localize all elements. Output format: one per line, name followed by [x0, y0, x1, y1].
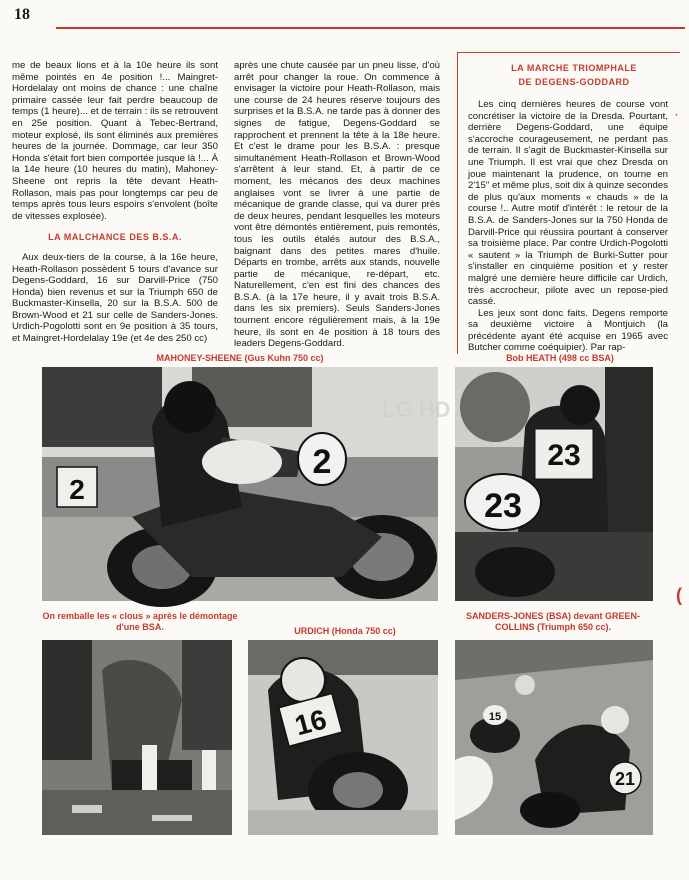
caption-heath: Bob HEATH (498 cc BSA) [506, 353, 614, 363]
col3-paragraph-2: Les jeux sont donc faits. Degens remporte sa deuxième victoire à Montjuich (la précédente ayant été acquise en 1965 avec Butcher comme coéquipier). Par rap- [468, 307, 668, 354]
caption-urdich: URDICH (Honda 750 cc) [294, 626, 396, 636]
photo-urdich [248, 640, 438, 835]
race-number-16: 16 [291, 703, 330, 742]
header-rule [56, 27, 685, 29]
race-number-23-back: 23 [547, 439, 581, 472]
caption-sanders-jones: SANDERS-JONES (BSA) devant GREEN-COLLINS (Triumph 650 cc). [465, 611, 641, 632]
race-number-21: 21 [614, 769, 636, 789]
caption-mahoney: MAHONEY-SHEENE (Gus Kuhn 750 cc) [156, 353, 324, 363]
col1-paragraph-1: me de beaux lions et à la 10e heure ils sont même pointés en 4e position !... Maingret-Hordelalay ont moins de chance : une chaîne primaire cassée leur fait perdre beaucoup de temps (1 heure)... et de terrain : ils se retrouvent en 25e position. Quant à Tebec-Bertrand, moteur explosé, ils sont éliminés aux premières heures de la journée. Dommage, car leur 350 Honda s'était fort bien comportée jusque là !... À la 14e heure (10 heures du matin), Mahoney-Sheene ont repris la tête devant Heath-Rollason, mais pas pour longtemps car peu de temps après tous leurs espoirs s'envolent (boîte de vitesses explosée). [12, 60, 218, 222]
race-number-2: 2 [312, 443, 332, 481]
race-number-23-front: 23 [484, 487, 522, 525]
col3-paragraph-1: Les cinq dernières heures de course vont concrétiser la victoire de la Dresda. Pourtant, derrière Degens-Goddard, une équipe s'accroche courageusement, ne perdant pas de terrain. Il s'agit de Buckmaster-Kinsella sur une Triumph. Il est vrai que chez Dresda on joue maintenant la prudence, on tourne en 2'15" et même plus, soit dix à quinze secondes de plus qu'aux moments « chauds » de la course !.. Autre motif d'intérêt : le retour de la B.S.A. de Sanders-Jones sur la 750 Honda de Darvill-Price qui réussira pourtant à conserver sa troisième place. Par contre Urdich-Pogolotti « sautent » la Triumph de Burki-Sutter pour s'installer en cinquième position et y rester malgré une dernière heure difficile car Urdich, très accrocheur, pilote avec un repose-pied cassé. [468, 99, 668, 308]
edge-mark: · [675, 110, 679, 121]
photo-bob-heath [455, 367, 653, 601]
photo-mahoney-sheene [42, 367, 451, 601]
col1-paragraph-2: Aux deux-tiers de la course, à la 16e heure, Heath-Rollason possèdent 5 tours d'avance sur Degens-Goddard, 16 sur Darvill-Price (750 Honda) bien revenus et sur la Triumph 650 de Buckmaster-Kinsella, 20 sur la B.S.A. 500 de Brown-Wood et 21 sur celle de Sanders-Jones. Urdich-Pogolotti sont en 9e position à 35 tours, et Maingret-Hordelalay 19e (et 4e des 250 cc) [12, 251, 218, 345]
edge-mark-bracket: ( [676, 585, 682, 605]
race-number-15: 15 [488, 711, 502, 723]
page-number: 18 [14, 6, 30, 23]
photo-mechanics [42, 640, 232, 835]
section-title-line-1: LA MARCHE TRIOMPHALE [511, 63, 637, 73]
section-title-line-2: DE DEGENS-GODDARD [518, 77, 630, 87]
col2-paragraph-1: après une chute causée par un pneu lisse, d'où arrêt pour changer la roue. On commence à envisager la victoire pour Heath-Rollason, mais une course de 24 heures réserve toujours des surprises et la B.S.A. ne tarde pas à donner des signes de fatigue, Degens-Goddard se rapprochent et prennent la tête à la 18e heure. Et c'est le drame pour les B.S.A. : presque simultanément Heath-Rollason et Brown-Wood s'arrêtent à leur stand. Et, à partir de ce moment, les mécanos des deux machines anglaises vont se livrer à une partie de mécanique de grande classe, qui va durer près de deux heures, pendant lesquelles les moteurs vont être démontés entièrement, puis remontés, tous les outils étalés autour des B.S.A., baignant dans des petites mares d'huile. Départs en trombe, arrêts aux stands, nouvelle partie de mécanique, re-départ, etc. Naturellement, c'en est fini des chances des B.S.A. (à la 17e heure, il y avait trois B.S.A. dans les six premiers). Seuls Sanders-Jones tournent encore régulièrement mais, à la 19e heure, ils sont en 4e position à 18 tours des leaders Degens-Goddard. [234, 60, 440, 350]
article-column-3 [457, 52, 680, 354]
caption-clous: On remballe les « clous » après le démontage d'une BSA. [42, 611, 238, 632]
race-number-2-side: 2 [69, 474, 85, 505]
article-column-2 [234, 60, 440, 350]
section-heading-bsa: LA MALCHANCE DES B.S.A. [48, 232, 182, 243]
watermark: LG HD [382, 397, 451, 422]
article-column-1 [12, 60, 218, 345]
photo-sanders-jones [455, 640, 653, 835]
